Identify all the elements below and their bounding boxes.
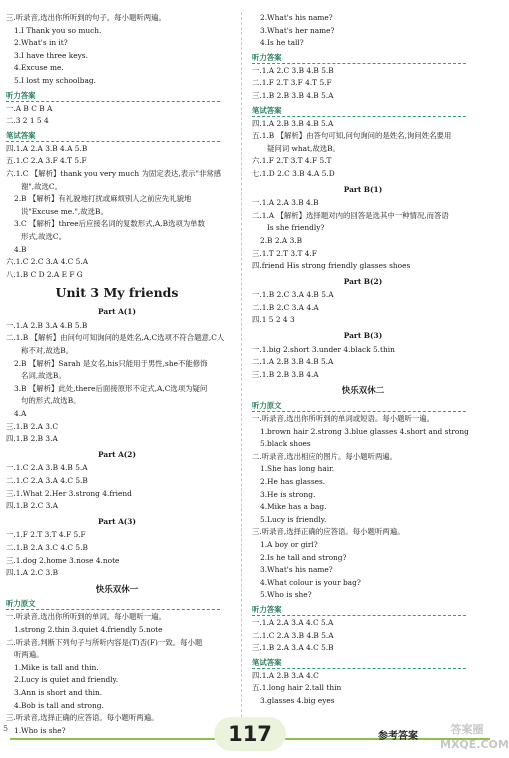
- answer-line: 3.B 【解析】此处,there后面接原形不定式,A,C选项为疑问: [14, 383, 208, 393]
- sentence-line: 5.I lost my schoolbag.: [14, 75, 96, 85]
- sentence-line: 1.I Thank you so much.: [14, 25, 102, 35]
- weekend-section-title: 快乐双休一: [95, 584, 139, 595]
- answer-line: 六.1.C 【解析】thank you very much 为固定表达,表示"非常感: [6, 168, 222, 178]
- part-heading: Part A(3): [98, 516, 136, 526]
- answer-line: 七.1.D 2.C 3.B 4.A 5.D: [252, 168, 335, 178]
- section-heading-listening-answers: 听力答案: [6, 90, 220, 102]
- column-divider: [241, 12, 242, 727]
- sentence-line: 4.Is he tall?: [260, 38, 304, 48]
- page-number: 117: [214, 717, 286, 751]
- answer-line: 一.A B C B A: [6, 103, 53, 113]
- answer-line: 二.1.C 2.A 3.B 4.B 5.A: [252, 630, 334, 640]
- answer-line: 谢",故选C。: [21, 181, 62, 191]
- question-heading: 三.听录音,选择正确的应答语。每小题听两遍。: [6, 713, 159, 723]
- answer-line: 一.1.A 2.B 3.A 4.B 5.B: [6, 320, 88, 330]
- answer-line: 2.B 【解析】有礼貌地打扰或麻烦别人之前应先礼貌地: [14, 194, 192, 204]
- answer-line: 二.1.B 【解析】由问句可知询问的是姓名,A,C选项不符合题意,C人: [6, 333, 225, 343]
- corner-mark: 5: [3, 724, 9, 733]
- section-heading-listening-text: 听力原文: [6, 598, 220, 610]
- answer-line: 三.1.B 2.B 3.B 4.A: [252, 369, 319, 379]
- answer-line: 三.1.dog 2.home 3.nose 4.note: [6, 555, 120, 565]
- answer-line: 三.1.B 2.A 3.C: [6, 421, 59, 431]
- answer-line: 一.1.A 2.A 3.A 4.C 5.A: [252, 617, 334, 627]
- sentence-line: 4.Mike has a bag.: [260, 502, 327, 512]
- answer-line: 二.1.B 2.A 3.C 4.C 5.B: [6, 542, 88, 552]
- sentence-line: 5.Who is she?: [260, 590, 312, 600]
- part-heading: Part A(1): [98, 307, 136, 317]
- answer-line: 三.1.B 2.A 3.A 4.C 5.B: [252, 643, 334, 653]
- question-heading: 一.听录音,选出你所听到的单词。每小题听一遍。: [6, 612, 166, 622]
- question-heading: 三.听录音,选择正确的应答语。每小题听两遍。: [252, 527, 405, 537]
- answer-line: 二.1.F 2.T 3.F 4.T 5.F: [252, 78, 332, 88]
- question-heading: 听两遍。: [14, 650, 44, 660]
- sentence-line: 5.Lucy is friendly.: [260, 514, 327, 524]
- section-heading-written-answers: 笔试答案: [252, 105, 466, 117]
- section-heading-listening-answers: 听力答案: [252, 52, 466, 64]
- sentence-line: 3.He is strong.: [260, 489, 316, 499]
- answer-line: 二.1.A 【解析】选择题对内的回答是选其中一种情况,而答语: [252, 210, 449, 220]
- answer-line: 疑问词 what,故选B。: [267, 143, 340, 153]
- answer-line: 六.1.F 2.T 3.T 4.F 5.T: [252, 156, 332, 166]
- answer-line: 称不对,故选B。: [21, 346, 74, 356]
- answer-key-tag: 参考答案: [378, 731, 418, 742]
- sentence-line: 1.brown hair 2.strong 3.blue glasses 4.short and strong: [260, 426, 469, 436]
- question-heading: 二.听录音,选出相应的图片。每小题听两遍。: [252, 451, 398, 461]
- answer-line: 二.1.C 2.A 3.A 4.C 5.B: [6, 476, 88, 485]
- sentence-line: 1.A boy or girl?: [260, 539, 318, 549]
- answer-line: 3.glasses 4.big eyes: [260, 695, 335, 705]
- answer-line: 4.A: [14, 409, 27, 419]
- answer-line: 一.1.F 2.T 3.T 4.F 5.F: [6, 530, 86, 540]
- sentence-line: 2.He has glasses.: [260, 477, 326, 486]
- answer-line: 四.1.A 2.B 3.B 4.B 5.A: [252, 118, 334, 128]
- sentence-line: 1.Mike is tall and thin.: [14, 662, 99, 672]
- sentence-line: 2.Is he tall and strong?: [260, 552, 347, 562]
- answer-line: 四.1.A 2.A 3.B 4.A 5.B: [6, 143, 88, 153]
- answer-line: 八.1.B C D 2.A E F G: [6, 269, 83, 279]
- part-heading: Part B(1): [343, 184, 383, 194]
- section-heading-listening-answers: 听力答案: [252, 604, 466, 616]
- answer-line: 四.1.A 2.C 3.B: [6, 568, 59, 578]
- section-heading-listening-text: 听力原文: [252, 400, 466, 412]
- answer-line: 4.B: [14, 244, 27, 254]
- answer-line: Is she friendly?: [267, 223, 325, 233]
- sentence-line: 4.What colour is your bag?: [260, 577, 361, 587]
- answer-line: 四.1.B 2.C 3.A: [6, 501, 59, 511]
- answer-line: 二.1.B 2.C 3.A 4.A: [252, 302, 319, 312]
- answer-line: 六.1.C 2.C 3.A 4.C 5.A: [6, 257, 89, 267]
- sentence-line: 1.She has long hair.: [260, 464, 335, 474]
- right-column: [252, 12, 474, 708]
- answer-line: 四.1.B 2.B 3.A: [6, 434, 58, 444]
- answer-line: 一.1.B 2.C 3.A 4.B 5.A: [252, 290, 334, 300]
- answer-line: 四.1 5 2 4 3: [252, 315, 295, 325]
- sentence-line: 4.Bob is tall and strong.: [14, 700, 104, 710]
- sentence-line: 2.Lucy is quiet and friendly.: [14, 675, 119, 685]
- answer-line: 四.friend His strong friendly glasses shoes: [252, 261, 411, 271]
- section-heading-written-answers: 笔试答案: [252, 657, 466, 669]
- answer-line: 五.1.B 【解析】由答句可知,问句询问的是姓名,询问姓名要用: [252, 131, 452, 141]
- question-heading: 一.听录音,选出你所听到的单词或短语。每小题听一遍。: [252, 414, 435, 424]
- answer-line: 一.1.A 2.A 3.B 4.B: [252, 198, 319, 208]
- sentence-line: 1.Who is she?: [14, 725, 66, 735]
- answer-line: 形式,故选C。: [21, 231, 66, 241]
- answer-line: 一.1.C 2.A 3.B 4.B 5.A: [6, 463, 88, 473]
- question-heading: 三.听录音,选出你所听到的句子。每小题听两遍。: [6, 13, 166, 22]
- answer-line: 3.C 【解析】three后应接名词的复数形式,A,B选项为单数: [14, 219, 205, 229]
- sentence-line: 4.Excuse me.: [14, 63, 64, 73]
- answer-line: 一.1.A 2.C 3.B 4.B 5.B: [252, 65, 334, 75]
- answer-line: 2.B 【解析】Sarah 是女名,his只能用于男性,she不能修饰: [14, 358, 208, 368]
- answer-line: 五.1.long hair 2.tall thin: [252, 683, 342, 693]
- answer-line: 二.3 2 1 5 4: [6, 116, 49, 126]
- sentence-line: 3.Ann is short and thin.: [14, 687, 103, 697]
- answer-line: 三.1.B 2.B 3.B 4.B 5.A: [252, 90, 334, 100]
- answer-line: 四.1.A 2.B 3.A 4.C: [252, 670, 319, 680]
- answer-line: 名词,故选B。: [21, 371, 66, 381]
- weekend-section-title: 快乐双休二: [341, 386, 385, 397]
- part-heading: Part B(2): [343, 276, 383, 286]
- sentence-line: 3.What's her name?: [260, 25, 335, 35]
- sentence-line: 1.strong 2.thin 3.quiet 4.friendly 5.note: [14, 624, 163, 634]
- sentence-line: 3.I have three keys.: [14, 50, 88, 60]
- answer-line: 三.1.T 2.T 3.T 4.F: [252, 248, 317, 258]
- answer-line: 五.1.C 2.A 3.F 4.T 5.F: [6, 156, 87, 166]
- watermark-logo-top: 答案圈: [450, 723, 484, 736]
- answer-line: 三.1.What 2.Her 3.strong 4.friend: [6, 488, 132, 498]
- answer-line: 一.1.big 2.short 3.under 4.black 5.thin: [252, 344, 395, 354]
- sentence-line: 2.What's in it?: [14, 38, 68, 48]
- sentence-line: 5.black shoes: [260, 439, 311, 449]
- watermark-logo: [440, 722, 509, 752]
- answer-line: 二.1.A 2.B 3.B 4.B 5.A: [252, 357, 334, 367]
- section-heading-written-answers: 笔试答案: [6, 130, 220, 142]
- part-heading: Part B(3): [343, 331, 383, 341]
- answer-line: 说"Excuse me.",故选B。: [21, 206, 108, 216]
- question-heading: 二.听录音,判断下列句子与所听内容是(T)否(F)一致。每小题: [6, 637, 203, 647]
- left-column: [6, 12, 228, 737]
- part-heading: Part A(2): [98, 449, 136, 459]
- sentence-line: 3.What's his name?: [260, 565, 333, 575]
- answer-line: 句的形式,故选B。: [21, 396, 81, 406]
- watermark-logo-bottom: MXQE.COM: [440, 738, 509, 751]
- page-footer: [0, 710, 509, 758]
- answer-line: 2.B 2.A 3.B: [260, 235, 303, 245]
- unit-title: Unit 3 My friends: [55, 285, 179, 301]
- sentence-line: 2.What's his name?: [260, 13, 333, 22]
